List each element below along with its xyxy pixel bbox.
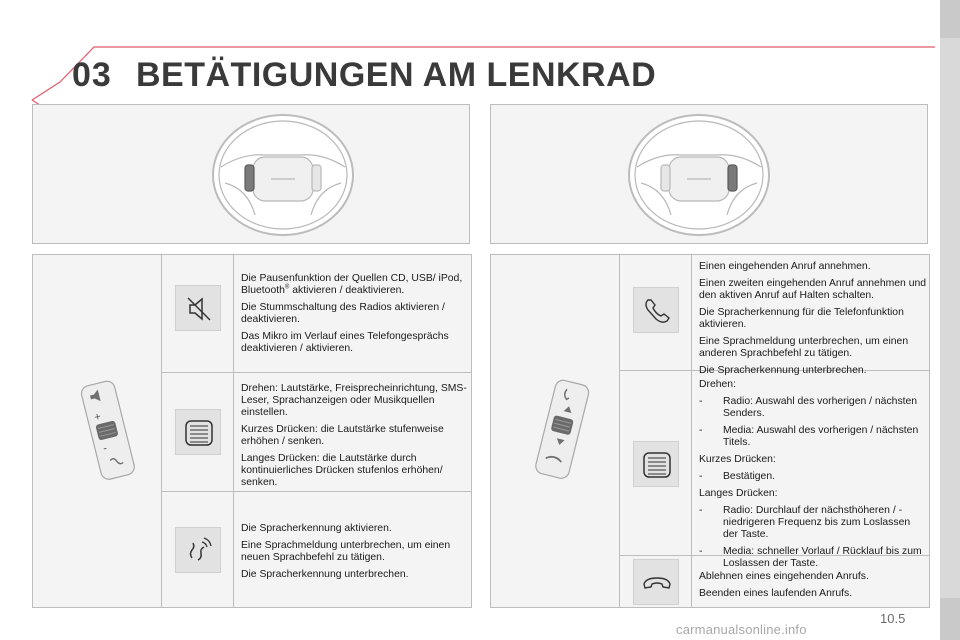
chapter-header <box>0 0 940 110</box>
right-control-cluster-illustration <box>521 375 601 485</box>
phone-hangup-description: Ablehnen eines eingehenden Anrufs. Beenden eines laufenden Anrufs. <box>699 571 869 599</box>
voice-description: Die Spracherkennung aktivieren. Eine Sprachmeldung unterbrechen, um einen neuen Sprachbefehl zu tätigen. Die Spracherkennung unterbrechen. <box>241 523 451 580</box>
volume-wheel-description: Drehen: Lautstärke, Freisprecheinrichtung, SMS-Leser, Sprachanzeigen oder Musikquellen einstellen. Kurzes Drücken: die Lautstärke stufenweise erhöhen / senken. Langes Drücken: die Lautstärke durch kontinuierliches Drücken stufenlos erhöhen/ senken. <box>241 383 467 488</box>
mute-description: Die Pausenfunktion der Quellen CD, USB/ iPod, Bluetooth® aktivieren / deaktivieren. Die Stummschaltung des Radios aktivieren / deaktivieren. Das Mikro im Verlauf eines Telefongesprächs deaktivieren / aktivieren. <box>241 273 463 354</box>
speaker-mute-icon <box>175 285 221 331</box>
steering-wheel-left-illustration <box>33 105 471 245</box>
phone-answer-description: Einen eingehenden Anruf annehmen. Einen zweiten eingehenden Anruf annehmen und den aktiven Anruf auf Halten schalten. Die Spracherkennung für die Telefonfunktion aktivieren. Eine Sprachmeldung unterbrechen, um einen anderen Sprachbefehl zu tätigen. Die Spracherkennung unterbrechen. <box>699 261 927 376</box>
watermark: carmanualsonline.info <box>676 622 807 637</box>
left-control-cluster-illustration <box>73 375 153 485</box>
page-number: 10.5 <box>880 611 906 626</box>
svg-text:-: - <box>101 442 109 455</box>
selection-wheel-description: Drehen: - Radio: Auswahl des vorherigen / nächsten Senders. - Media: Auswahl des vorherigen / nächsten Titels. Kurzes Drücken: - Bestätigen. Langes Drücken: - Radio: Durchlauf der nächsthöheren / -niedrigeren Frequenz bis zum Loslassen der Taste. - Media: schneller Vorlauf / Rücklauf bis zum Loslassen der Taste. <box>699 379 922 569</box>
controls-table-right <box>490 254 930 608</box>
chapter-number: 03 <box>72 56 112 94</box>
thumbwheel-icon <box>633 441 679 487</box>
phone-hangup-icon <box>633 559 679 605</box>
thumbwheel-icon <box>175 409 221 455</box>
steering-wheel-panel-left <box>32 104 470 244</box>
edge-tab <box>940 0 960 640</box>
svg-text:+: + <box>93 410 103 424</box>
voice-command-icon <box>175 527 221 573</box>
controls-table-left <box>32 254 472 608</box>
steering-wheel-panel-right <box>490 104 928 244</box>
phone-answer-icon <box>633 287 679 333</box>
page-title: BETÄTIGUNGEN AM LENKRAD <box>136 56 657 94</box>
steering-wheel-right-illustration <box>491 105 929 245</box>
